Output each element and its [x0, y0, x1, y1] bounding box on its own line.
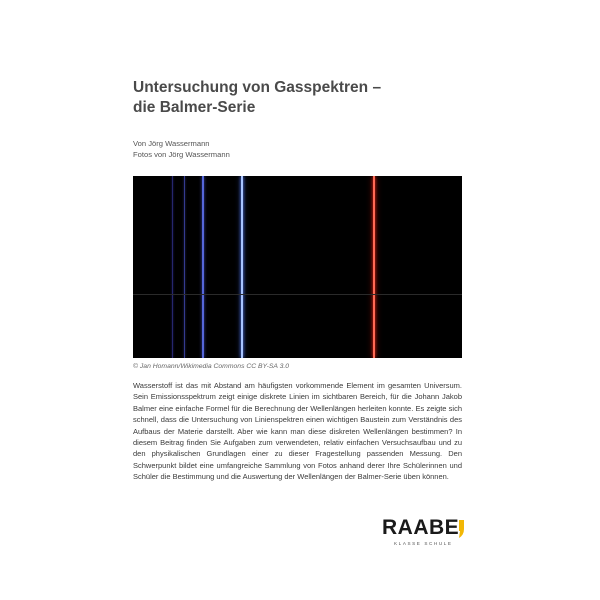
logo-wordmark: RAABE	[382, 516, 460, 539]
raabe-logo	[382, 516, 472, 556]
author-line: Von Jörg Wassermann	[133, 139, 210, 148]
logo-tagline: KLASSE SCHULE	[394, 541, 453, 546]
photo-credit-line: Fotos von Jörg Wassermann	[133, 150, 230, 159]
body-text: Wasserstoff ist das mit Abstand am häufigsten vorkommende Element im gesamten Universum. Sein Emissionsspektrum zeigt einige diskrete Linien im sichtbaren Bereich, für die Johann Jakob Balmer eine einfache Formel für die Berechnung der Wellenlängen herleiten konnte. Es zeigte sich schnell, dass die Untersuchung von Linienspektren einen wichtigen Baustein zum Verständnis des Aufbaus der Materie darstellt. Aber wie kann man diese diskreten Wellenlängen bestimmen? In diesem Beitrag finden Sie Aufgaben zum verwendeten, relativ einfachen Versuchsaufbau und zu den physikalischen Grundlagen einer zu dieser Fragestellung passenden Messung. Den Schwerpunkt bildet eine umfangreiche Sammlung von Fotos anhand derer Ihre Schülerinnen und Schüler die Bestimmung und die Auswertung der Wellenlängen der Balmer-Serie üben können.	[133, 381, 462, 482]
spectrum-photo	[133, 176, 462, 358]
page-title	[133, 78, 473, 118]
spectral-line-violet-2	[184, 176, 185, 358]
photo-seam	[133, 294, 462, 295]
spectral-line-blue	[202, 176, 204, 358]
spectral-line-violet-1	[172, 176, 173, 358]
title-line-1: Untersuchung von Gasspektren –	[133, 79, 382, 96]
byline	[133, 138, 230, 160]
spectral-line-cyan	[241, 176, 243, 358]
logo-comma-icon	[458, 519, 465, 539]
image-caption: © Jan Homann/Wikimedia Commons CC BY-SA 3.0	[133, 363, 290, 370]
title-line-2: die Balmer-Serie	[133, 99, 256, 116]
spectral-line-red	[373, 176, 375, 358]
